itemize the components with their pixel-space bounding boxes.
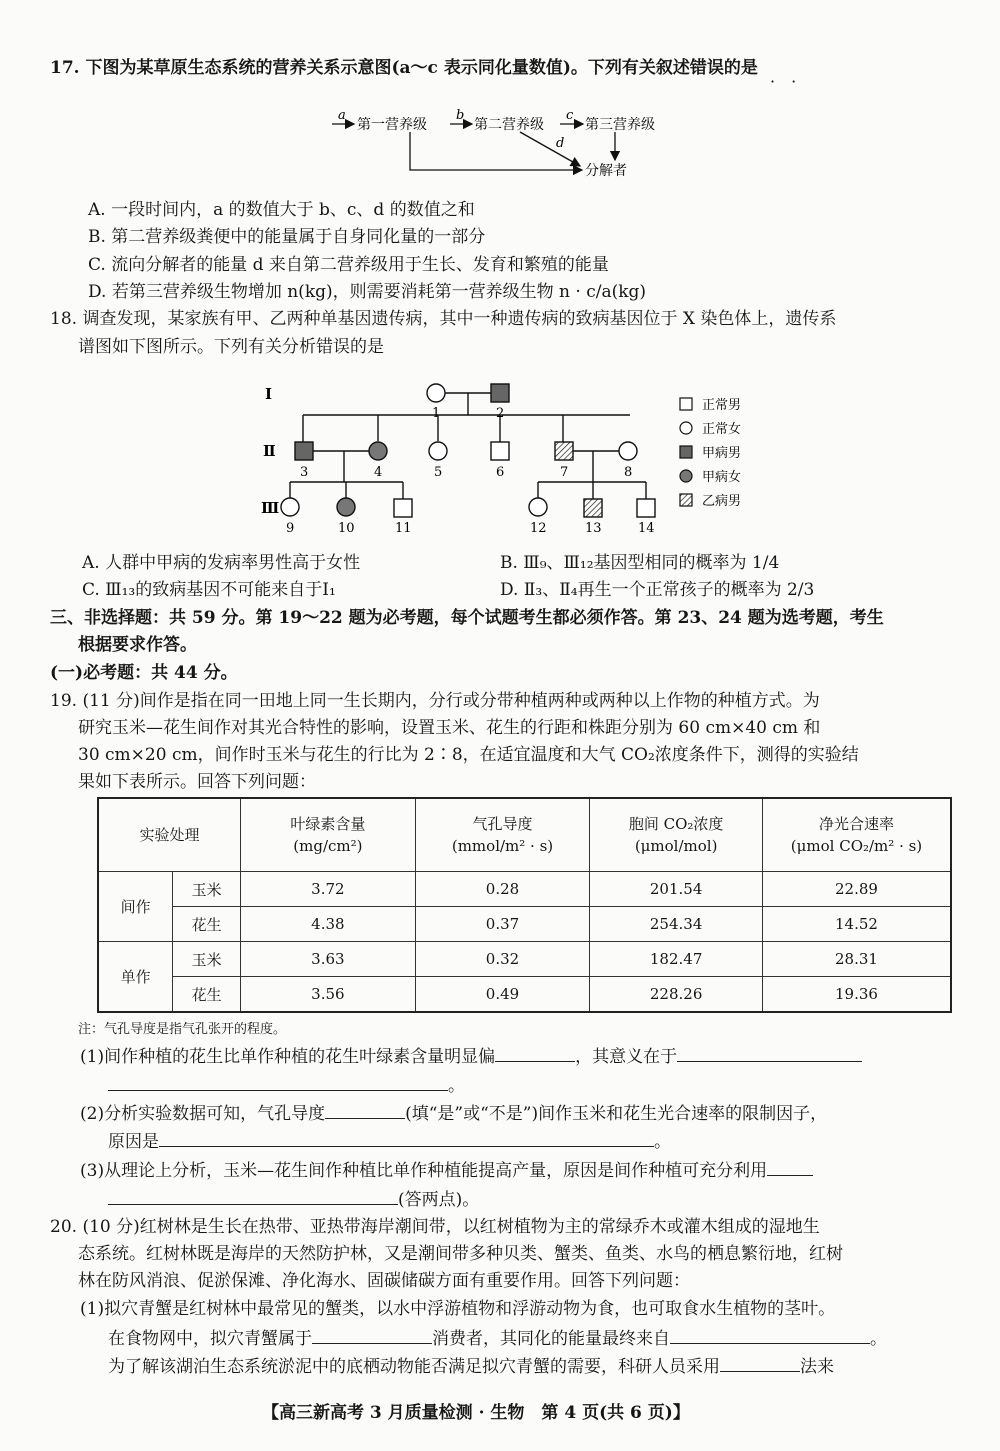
answer-blank[interactable]	[767, 1157, 813, 1176]
q19-para-line4: 果如下表所示。回答下列问题：	[78, 772, 316, 792]
value-cell: 22.89	[762, 872, 951, 907]
q19-sub3: (3)从理论上分析，玉米—花生间作种植比单作种植能提高产量，原因是间作种植可充分利用	[80, 1157, 813, 1184]
q19-para-line2: 研究玉米—花生间作对其光合特性的影响，设置玉米、花生的行距和株距分别为 60 cm×40 cm 和	[78, 718, 821, 738]
q18-option-a: A. 人群中甲病的发病率男性高于女性	[82, 553, 361, 573]
answer-blank[interactable]	[670, 1325, 870, 1344]
header-net-photosynthesis: 净光合速率 (μmol CO₂/m² · s)	[762, 798, 951, 872]
label-a: a	[338, 108, 346, 123]
individual-III9	[281, 498, 299, 516]
value-cell: 0.32	[415, 942, 590, 977]
value-cell: 254.34	[590, 907, 763, 942]
node-decomposer: 分解者	[585, 163, 627, 179]
q18-option-c: C. Ⅲ₁₃的致病基因不可能来自于Ⅰ₁	[82, 580, 336, 600]
number-4: 4	[374, 465, 383, 480]
answer-blank[interactable]	[325, 1100, 405, 1119]
number-8: 8	[624, 465, 633, 480]
label-c: c	[566, 108, 574, 123]
q18-stem-line2: 谱图如下图所示。下列有关分析错误的是	[78, 337, 384, 357]
number-1: 1	[432, 406, 441, 421]
q19-para-line1: 19. (11 分)间作是指在同一田地上同一生长期内，分行或分带种植两种或两种以上作物的种植方式。为	[50, 691, 820, 711]
legend-disease-b-male: 乙病男	[702, 494, 742, 509]
legend-normal-male-symbol	[680, 398, 692, 410]
q19-results-table	[97, 797, 952, 1013]
q17-option-b: B. 第二营养级粪便中的能量属于自身同化量的一部分	[88, 227, 486, 247]
emphasis-dots: · ·	[770, 72, 797, 91]
q18-option-d: D. Ⅱ₃、Ⅱ₄再生一个正常孩子的概率为 2/3	[500, 580, 815, 600]
value-cell: 182.47	[590, 942, 763, 977]
group-monocrop: 单作	[98, 942, 173, 1013]
individual-II3	[295, 442, 313, 460]
section3-heading-line2: 根据要求作答。	[78, 635, 197, 655]
individual-II7	[555, 442, 573, 460]
number-12: 12	[530, 521, 547, 536]
individual-III12	[529, 498, 547, 516]
table-header-row	[98, 798, 951, 872]
q20-para-line1: 20. (10 分)红树林是生长在热带、亚热带海岸潮间带，以红树植物为主的常绿乔木或灌木组成的湿地生	[50, 1217, 820, 1237]
number-3: 3	[300, 465, 309, 480]
q17-option-d: D. 若第三营养级生物增加 n(kg)，则需要消耗第一营养级生物 n · c/a(kg)	[88, 282, 647, 302]
table-row	[98, 942, 951, 977]
individual-I1	[427, 384, 445, 402]
individual-II6	[491, 442, 509, 460]
individual-III10	[337, 498, 355, 516]
node-level3: 第三营养级	[585, 117, 655, 133]
q17-option-c: C. 流向分解者的能量 d 来自第二营养级用于生长、发育和繁殖的能量	[88, 255, 609, 275]
number-9: 9	[286, 521, 295, 536]
q19-sub2-cont: 原因是 。	[108, 1128, 671, 1155]
header-chlorophyll: 叶绿素含量 (mg/cm²)	[241, 798, 416, 872]
answer-blank[interactable]	[108, 1072, 448, 1091]
section3-heading-line1: 三、非选择题：共 59 分。第 19～22 题为必考题，每个试题考生都必须作答。第 23、24 题为选考题，考生	[50, 608, 884, 628]
number-11: 11	[395, 521, 412, 536]
value-cell: 3.63	[241, 942, 416, 977]
legend-normal-female: 正常女	[702, 422, 742, 437]
value-cell: 28.31	[762, 942, 951, 977]
q18-option-b: B. Ⅲ₉、Ⅲ₁₂基因型相同的概率为 1/4	[500, 553, 780, 573]
legend-normal-male: 正常男	[702, 398, 742, 413]
header-stomatal-conductance: 气孔导度 (mmol/m² · s)	[415, 798, 590, 872]
value-cell: 0.37	[415, 907, 590, 942]
legend-normal-female-symbol	[680, 422, 692, 434]
legend-disease-a-male-symbol	[680, 446, 692, 458]
value-cell: 19.36	[762, 977, 951, 1013]
number-5: 5	[434, 465, 443, 480]
value-cell: 3.72	[241, 872, 416, 907]
generation-II-label: Ⅱ	[263, 442, 276, 460]
q19-sub3-cont: (答两点)。	[108, 1186, 479, 1213]
q17-option-a: A. 一段时间内，a 的数值大于 b、c、d 的数值之和	[88, 200, 475, 220]
q20-sub1: (1)拟穴青蟹是红树林中最常见的蟹类，以水中浮游植物和浮游动物为食，也可取食水生植物的茎叶。	[80, 1299, 836, 1319]
node-level1: 第一营养级	[357, 117, 427, 133]
answer-blank[interactable]	[677, 1043, 862, 1062]
q20-sub1-line2: 在食物网中，拟穴青蟹属于 消费者，其同化的能量最终来自 。	[108, 1325, 887, 1352]
arrow-d	[520, 132, 580, 166]
crop-cell: 玉米	[173, 942, 241, 977]
individual-I2	[491, 384, 509, 402]
group-intercrop: 间作	[98, 872, 173, 942]
answer-blank[interactable]	[312, 1325, 432, 1344]
table-row	[98, 872, 951, 907]
q20-para-line2: 态系统。红树林既是海岸的天然防护林，又是潮间带多种贝类、蟹类、鱼类、水鸟的栖息繁衍地，红树	[78, 1244, 843, 1264]
number-6: 6	[496, 465, 505, 480]
header-treatment: 实验处理	[98, 798, 241, 872]
node-level2: 第二营养级	[474, 117, 544, 133]
legend-disease-b-male-symbol	[680, 494, 692, 506]
q19-sub1: (1)间作种植的花生比单作种植的花生叶绿素含量明显偏 ，其意义在于	[80, 1043, 862, 1070]
individual-III13	[584, 499, 602, 517]
individual-III11	[394, 499, 412, 517]
individual-II8	[619, 442, 637, 460]
crop-cell: 花生	[173, 907, 241, 942]
value-cell: 0.28	[415, 872, 590, 907]
value-cell: 228.26	[590, 977, 763, 1013]
q20-sub1-line3: 为了解该湖泊生态系统淤泥中的底栖动物能否满足拟穴青蟹的需要，科研人员采用 法来	[108, 1353, 834, 1380]
individual-III14	[637, 499, 655, 517]
legend-disease-a-female: 甲病女	[702, 470, 742, 485]
value-cell: 0.49	[415, 977, 590, 1013]
q17-energy-flow-diagram	[330, 100, 690, 190]
label-d: d	[556, 136, 565, 151]
individual-II4	[369, 442, 387, 460]
number-14: 14	[638, 521, 655, 536]
number-7: 7	[560, 465, 569, 480]
crop-cell: 花生	[173, 977, 241, 1013]
table-row	[98, 977, 951, 1013]
q20-para-line3: 林在防风消浪、促淤保滩、净化海水、固碳储碳方面有重要作用。回答下列问题：	[78, 1271, 690, 1291]
q19-sub1-cont: 。	[108, 1072, 465, 1099]
value-cell: 3.56	[241, 977, 416, 1013]
individual-II5	[429, 442, 447, 460]
crop-cell: 玉米	[173, 872, 241, 907]
page-footer: 【高三新高考 3 月质量检测 · 生物 第 4 页(共 6 页)】	[262, 1403, 690, 1423]
q19-sub2: (2)分析实验数据可知，气孔导度 (填“是”或“不是”)间作玉米和花生光合速率的限制因子，	[80, 1100, 827, 1127]
number-10: 10	[338, 521, 355, 536]
label-b: b	[456, 108, 465, 123]
answer-blank[interactable]	[720, 1353, 800, 1372]
legend-disease-a-male: 甲病男	[702, 446, 742, 461]
generation-I-label: Ⅰ	[265, 385, 273, 403]
answer-blank[interactable]	[108, 1186, 398, 1205]
q19-para-line3: 30 cm×20 cm，间作时玉米与花生的行比为 2∶8，在适宜温度和大气 CO₂浓度条件下，测得的实验结	[78, 745, 859, 765]
number-2: 2	[496, 406, 505, 421]
value-cell: 14.52	[762, 907, 951, 942]
answer-blank[interactable]	[495, 1043, 575, 1062]
q18-pedigree-chart	[255, 372, 795, 537]
table-row	[98, 907, 951, 942]
q17-stem: 17. 下图为某草原生态系统的营养关系示意图(a～c 表示同化量数值)。下列有关叙述错误的是	[50, 58, 758, 78]
header-intercellular-co2: 胞间 CO₂浓度 (μmol/mol)	[590, 798, 763, 872]
table-note: 注：气孔导度是指气孔张开的程度。	[78, 1022, 287, 1037]
section3-subheading: (一)必考题：共 44 分。	[50, 663, 238, 683]
legend-disease-a-female-symbol	[680, 470, 692, 482]
number-13: 13	[585, 521, 602, 536]
q18-stem-line1: 18. 调查发现，某家族有甲、乙两种单基因遗传病，其中一种遗传病的致病基因位于 X 染色体上，遗传系	[50, 309, 837, 329]
value-cell: 201.54	[590, 872, 763, 907]
generation-III-label: Ⅲ	[261, 499, 280, 517]
value-cell: 4.38	[241, 907, 416, 942]
answer-blank[interactable]	[159, 1128, 654, 1147]
